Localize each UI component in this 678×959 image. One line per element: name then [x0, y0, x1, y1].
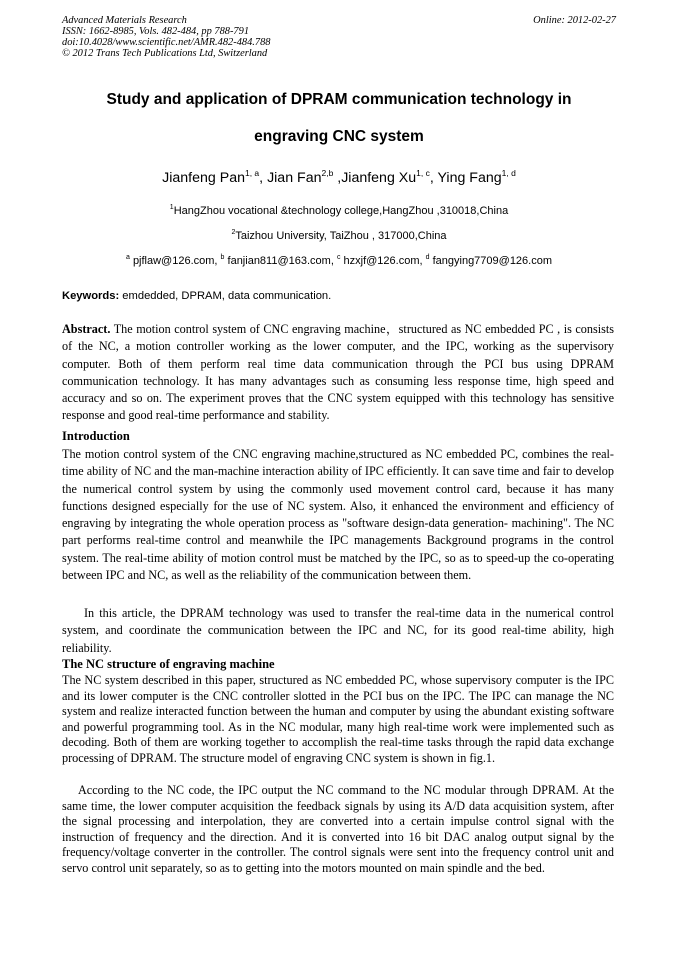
abstract-text: The motion control system of CNC engraving machine，structured as NC embedded PC , is consists of the NC, a motion controller working as the lower computer, and the IPC, working as the supervisory computer. Both of them perform real time data communication through the PCI bus using DPRAM communication technology. It has many advantages such as consuming less response time, high speed and accuracy and so on. The experiment proves that the CNC system equipped with this technology has sensitive response and good real-time performance and stability.: [62, 322, 614, 423]
intro-paragraph-2: In this article, the DPRAM technology was used to transfer the real-time data in the numerical control system, and coordinate the communication between the IPC and NC, for its good real-time ability, high reliability.: [62, 606, 614, 655]
paper-title-line-2: engraving CNC system: [254, 128, 424, 145]
keywords: Keywords: emdedded, DPRAM, data communication.: [62, 290, 332, 302]
nc-paragraph-1: The NC system described in this paper, structured as NC embedded PC, whose supervisory computer is the IPC and its lower computer is the CNC controller slotted in the PCI bus on the IPC. The IPC can manage the NC system and realize interacted function between the human and computer by using the abundant existing software and powerful programming tool. As in the NC modular, many high real-time work were implemented such as decoding. Both of them are working together to accomplish the real-time tasks through the rapid data exchange processing of DPRAM. The structure model of engraving CNC system is shown in fig.1.: [62, 673, 614, 765]
section-heading-introduction: Introduction: [62, 429, 130, 443]
author-emails: [30, 254, 648, 267]
author-4: Ying Fang$^{1, d}$: [437, 168, 516, 186]
online-date: Online: 2012-02-27: [533, 15, 616, 26]
journal-name: Advanced Materials Research: [62, 15, 187, 26]
author-2: Jian Fan$^{2,b}$ ,: [267, 168, 342, 186]
abstract: [62, 321, 614, 425]
copyright-line: © 2012 Trans Tech Publications Ltd, Switzerland: [62, 48, 268, 59]
issn-line: ISSN: 1662-8985, Vols. 482-484, pp 788-791: [62, 26, 250, 37]
intro-paragraph-1: The motion control system of the CNC engraving machine,structured as NC embedded PC, combines the real-time ability of NC and the man-machine interaction ability of IPC efficiently. It can save time and fair to develop the numerical control system by using the commonly used movement control card, because it has many functions designed especially for the use of NC system. Also, it enhanced the environment and efficiency of engraving by integrating the whole operation process as "software design-data generation- machining". The NC part performs real-time control and meanwhile the IPC managements Background programs in the control system. The real-time ability of motion control must be matched by the IPC, so as to speed-up the co-operating between IPC and NC, as well as the reliability of the communication between them.: [62, 447, 614, 583]
email-a: $^a$ pjflaw@126.com,: [125, 254, 221, 267]
abstract-label: Abstract.: [62, 322, 111, 336]
affiliation-2: $^2$Taizhou University, TaiZhou , 317000,China: [231, 229, 447, 242]
nc-paragraph-2: According to the NC code, the IPC output the NC command to the NC modular through DPRAM. At the same time, the lower computer acquisition the feedback signals by using its A/D data acquisition system, after the signal processing and interpolation, they are converted into a certain impulse control signal with the instruction of frequency and the direction. And it is converted into 16 bit DAC analog output signal by the frequency/voltage converter in the controller. The control signals were sent into the frequency control unit and servo control unit separately, so as to getting into the motors mounted on main spindle and the bed.: [62, 783, 614, 875]
journal-header: [62, 15, 482, 59]
paper-title-line-1: Study and application of DPRAM communication technology in: [106, 91, 572, 108]
affiliation-1: $^1$HangZhou vocational &technology college,HangZhou ,310018,China: [169, 204, 509, 217]
email-b: $^b$ fanjian811@163.com,: [220, 254, 337, 267]
author-list: [30, 168, 648, 186]
email-c: $^c$ hzxjf@126.com,: [336, 254, 426, 267]
section-heading-nc-structure: The NC structure of engraving machine: [62, 657, 275, 671]
doi-line: doi:10.4028/www.scientific.net/AMR.482-484.788: [62, 37, 271, 48]
email-d: $^d$ fangying7709@126.com: [425, 254, 553, 267]
author-3: Jianfeng Xu$^{1, c}$,: [341, 168, 438, 186]
author-1: Jianfeng Pan$^{1, a}$,: [162, 168, 268, 186]
